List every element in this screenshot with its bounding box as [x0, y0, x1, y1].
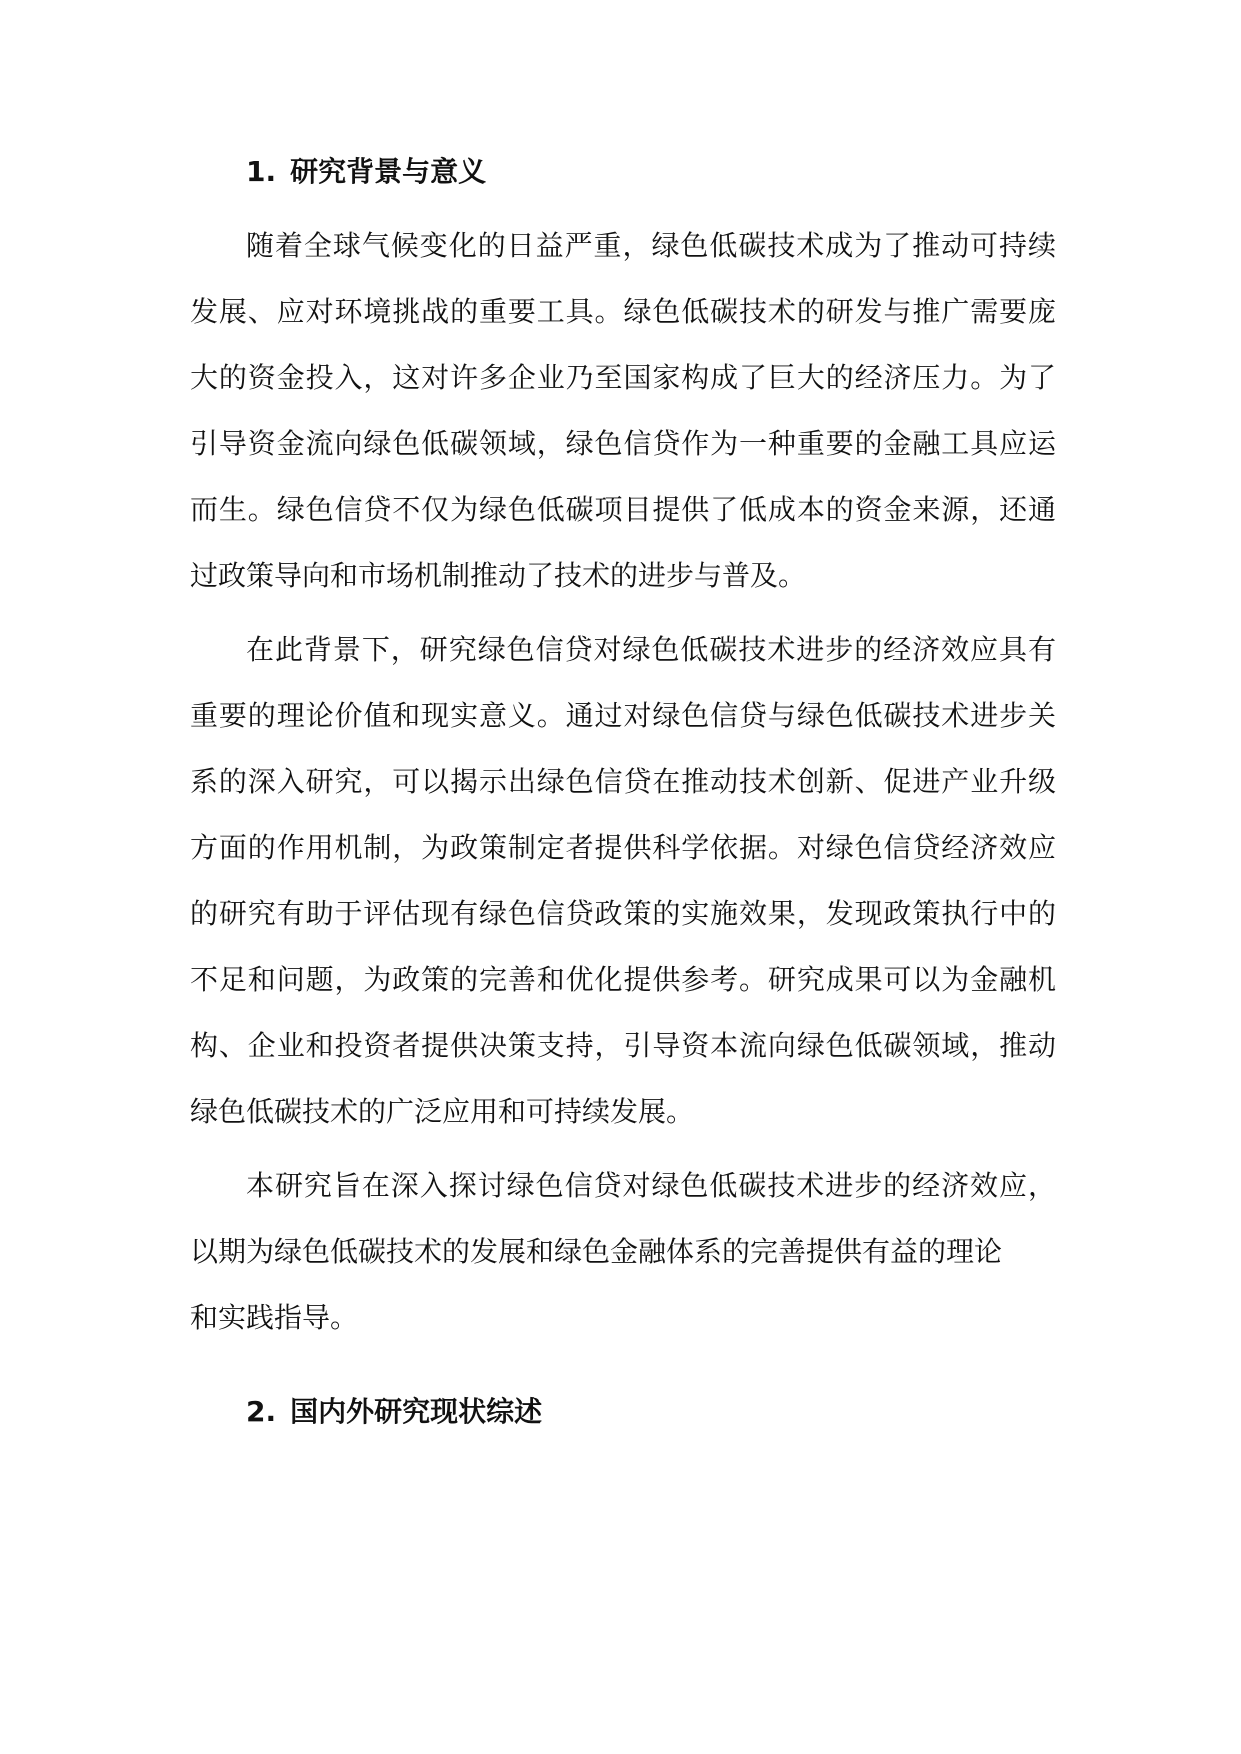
- text-line: 随着全球气候变化的日益严重，绿色低碳技术成为了推动可持续: [246, 229, 1056, 262]
- text-line: 方面的作用机制，为政策制定者提供科学依据。对绿色信贷经济效应: [190, 831, 1056, 864]
- text-line: 在此背景下，研究绿色信贷对绿色低碳技术进步的经济效应具有: [246, 633, 1056, 666]
- text-line: 绿色低碳技术的广泛应用和可持续发展。: [190, 1095, 695, 1128]
- section-heading-2: [246, 1392, 542, 1432]
- text-line: 的研究有助于评估现有绿色信贷政策的实施效果，发现政策执行中的: [190, 897, 1056, 930]
- text-line: 不足和问题，为政策的完善和优化提供参考。研究成果可以为金融机: [190, 963, 1056, 996]
- section-number: 1.: [246, 155, 277, 188]
- text-line: 系的深入研究，可以揭示出绿色信贷在推动技术创新、促进产业升级: [190, 765, 1056, 798]
- text-line: 引导资金流向绿色低碳领域，绿色信贷作为一种重要的金融工具应运: [190, 427, 1056, 460]
- text-line: 和实践指导。: [190, 1301, 359, 1334]
- section-heading-1: [246, 152, 486, 192]
- text-line: 重要的理论价值和现实意义。通过对绿色信贷与绿色低碳技术进步关: [190, 699, 1056, 732]
- text-line: 过政策导向和市场机制推动了技术的进步与普及。: [190, 559, 807, 592]
- section-title: 研究背景与意义: [290, 155, 487, 188]
- text-line: 本研究旨在深入探讨绿色信贷对绿色低碳技术进步的经济效应，: [246, 1169, 1056, 1202]
- text-line: 而生。绿色信贷不仅为绿色低碳项目提供了低成本的资金来源，还通: [190, 493, 1056, 526]
- text-line: 大的资金投入，这对许多企业乃至国家构成了巨大的经济压力。为了: [190, 361, 1056, 394]
- text-line: 发展、应对环境挑战的重要工具。绿色低碳技术的研发与推广需要庞: [190, 295, 1056, 328]
- text-line: 构、企业和投资者提供决策支持，引导资本流向绿色低碳领域，推动: [190, 1029, 1056, 1062]
- section-title: 国内外研究现状综述: [290, 1395, 543, 1428]
- text-line: 以期为绿色低碳技术的发展和绿色金融体系的完善提供有益的理论: [190, 1235, 1003, 1268]
- section-number: 2.: [246, 1395, 277, 1428]
